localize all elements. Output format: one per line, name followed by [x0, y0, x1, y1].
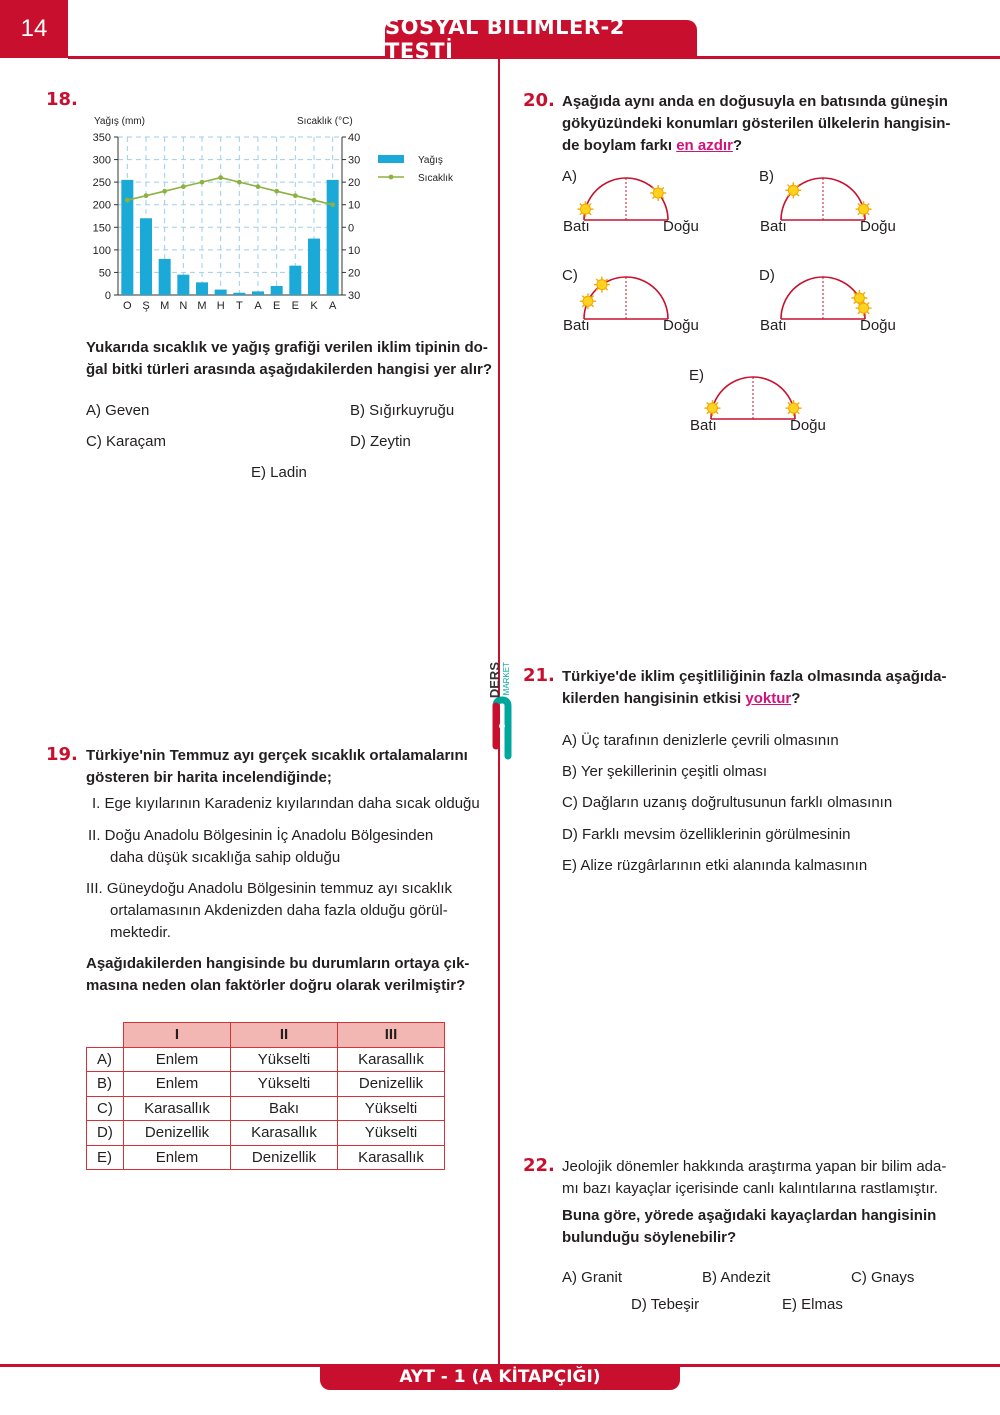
table-cell: Karasallık: [231, 1121, 338, 1146]
sun-icon: [859, 204, 869, 214]
left-tick-label: 150: [92, 222, 111, 235]
table-row[interactable]: [87, 1145, 445, 1170]
question-22-option-a[interactable]: A) Granit: [562, 1269, 623, 1286]
question-18-stem-line1: Yukarıda sıcaklık ve yağış grafiği verilen iklim tipinin do-: [86, 339, 488, 356]
month-label: O: [123, 300, 132, 312]
question-19-intro-line2: gösteren bir harita incelendiğinde;: [86, 769, 332, 786]
question-18-option-e[interactable]: E) Ladin: [251, 464, 307, 481]
question-20-line3-text: de boylam farkı: [562, 137, 677, 154]
month-label: A: [254, 300, 262, 312]
question-20-number: 20.: [523, 90, 555, 111]
precipitation-bar: [140, 218, 152, 295]
temperature-point: [162, 189, 167, 194]
question-21-option-a[interactable]: A) Üç tarafının denizlerle çevrili olmasının: [562, 732, 839, 749]
temperature-point: [125, 198, 130, 203]
right-tick-label: 10: [348, 244, 361, 257]
temperature-point: [144, 193, 149, 198]
precipitation-bar: [252, 291, 264, 295]
west-label: Batı: [760, 218, 787, 235]
question-21-number: 21.: [523, 665, 555, 686]
table-cell: Denizellik: [338, 1072, 445, 1097]
east-label: Doğu: [860, 218, 896, 235]
table-row[interactable]: [87, 1047, 445, 1072]
question-18-option-d[interactable]: D) Zeytin: [350, 433, 411, 450]
question-19-statement-iii-line3: mektedir.: [110, 924, 171, 941]
legend-label-temp: Sıcaklık: [418, 173, 454, 184]
sun-panel-label: D): [759, 267, 775, 284]
question-19-ask-line1: Aşağıdakilerden hangisinde bu durumların ortaya çık-: [86, 955, 470, 972]
sun-panel-label: E): [689, 367, 704, 384]
question-18-option-b[interactable]: B) Sığırkuyruğu: [350, 402, 455, 419]
table-row[interactable]: [87, 1121, 445, 1146]
left-tick-label: 50: [98, 267, 111, 280]
left-tick-label: 200: [92, 199, 111, 212]
question-18-stem-line2: ğal bitki türleri arasında aşağıdakilerden hangisi yer alır?: [86, 361, 492, 378]
month-label: A: [328, 300, 337, 312]
question-21-emphasis: yoktur: [745, 690, 792, 707]
table-row[interactable]: [87, 1072, 445, 1097]
precipitation-bar: [215, 290, 227, 295]
table-cell: Enlem: [124, 1145, 231, 1170]
right-tick-label: 20: [348, 177, 361, 190]
month-label: N: [179, 300, 188, 312]
temperature-point: [181, 184, 186, 189]
question-18-option-a[interactable]: A) Geven: [86, 402, 150, 419]
sun-panel-label: B): [759, 168, 774, 185]
question-22-line2: mı bazı kayaçlar içerisinde canlı kalıntılarına rastlamıştır.: [562, 1180, 938, 1197]
temperature-point: [218, 175, 223, 180]
sun-icon: [580, 204, 590, 214]
question-22-line1: Jeolojik dönemler hakkında araştırma yapan bir bilim ada-: [562, 1158, 947, 1175]
question-21-qmark: ?: [791, 690, 801, 707]
question-19-statement-i: I. Ege kıyılarının Karadeniz kıyılarından daha sıcak olduğu: [92, 795, 480, 812]
question-18-option-c[interactable]: C) Karaçam: [86, 433, 167, 450]
question-22-number: 22.: [523, 1155, 555, 1176]
question-22-line4: bulunduğu söylenebilir?: [562, 1229, 737, 1246]
temperature-point: [330, 202, 335, 207]
question-18-number: 18.: [46, 89, 78, 110]
table-cell: Denizellik: [124, 1121, 231, 1146]
brand-name: DERS: [487, 662, 502, 699]
sun-icon: [583, 296, 593, 306]
month-label: K: [310, 300, 318, 312]
question-19-number: 19.: [46, 744, 78, 765]
sun-panel-b[interactable]: [759, 168, 939, 248]
question-22-option-e[interactable]: E) Elmas: [782, 1296, 843, 1313]
temperature-point: [274, 189, 279, 194]
left-tick-label: 0: [104, 290, 111, 302]
month-label: E: [291, 300, 300, 312]
east-label: Doğu: [790, 417, 826, 434]
question-22-option-b[interactable]: B) Andezit: [702, 1269, 771, 1286]
row-label: D): [87, 1121, 124, 1146]
table-header-iii: III: [338, 1023, 445, 1048]
sun-icon: [788, 185, 798, 195]
month-label: E: [272, 300, 281, 312]
month-label: H: [216, 300, 225, 312]
sun-icon: [707, 403, 717, 413]
table-cell: Karasallık: [338, 1047, 445, 1072]
page-number: 14: [0, 0, 68, 58]
sun-panel-label: C): [562, 267, 578, 284]
question-20-emphasis: en azdır: [676, 137, 733, 154]
table-cell: Enlem: [124, 1047, 231, 1072]
question-20-line3: [562, 135, 742, 157]
question-20-line1: Aşağıda aynı anda en doğusuyla en batısında güneşin: [562, 93, 948, 110]
question-19-options-table: [86, 1022, 445, 1170]
temperature-point: [312, 198, 317, 203]
question-21-option-c[interactable]: C) Dağların uzanış doğrultusunun farklı olmasının: [562, 794, 893, 811]
question-22-line3: Buna göre, yörede aşağıdaki kayaçlardan hangisinin: [562, 1207, 937, 1224]
table-cell: Yükselti: [338, 1121, 445, 1146]
precipitation-bar: [159, 259, 171, 295]
question-22-option-c[interactable]: C) Gnays: [851, 1269, 915, 1286]
left-tick-label: 350: [92, 132, 111, 144]
question-19-statement-ii-line1: II. Doğu Anadolu Bölgesinin İç Anadolu Bölgesinden: [88, 827, 434, 844]
sun-panel-d[interactable]: [759, 267, 939, 347]
precipitation-bar: [308, 239, 320, 295]
right-tick-label: 30: [348, 154, 361, 167]
sun-icon: [653, 188, 663, 198]
sun-icon: [597, 280, 607, 290]
legend-line-point: [389, 175, 394, 180]
sun-icon: [859, 303, 869, 313]
sun-panel-a[interactable]: [562, 168, 742, 248]
precipitation-bar: [233, 293, 245, 295]
east-label: Doğu: [860, 317, 896, 334]
row-label: B): [87, 1072, 124, 1097]
month-label: M: [197, 300, 207, 312]
question-19-statement-iii-line1: III. Güneydoğu Anadolu Bölgesinin temmuz ayı sıcaklık: [86, 880, 453, 897]
table-cell: Karasallık: [338, 1145, 445, 1170]
question-21-option-d[interactable]: D) Farklı mevsim özelliklerinin görülmesinin: [562, 826, 851, 843]
right-tick-label: 30: [348, 290, 361, 302]
sun-panel-label: A): [562, 168, 577, 185]
row-label: C): [87, 1096, 124, 1121]
precipitation-bar: [177, 275, 189, 295]
table-cell: Enlem: [124, 1072, 231, 1097]
precipitation-bar: [289, 266, 301, 295]
table-cell: Yükselti: [338, 1096, 445, 1121]
test-title: SOSYAL BİLİMLER-2 TESTİ: [385, 20, 697, 58]
west-label: Batı: [563, 218, 590, 235]
temperature-point: [200, 180, 205, 185]
question-21-option-b[interactable]: B) Yer şekillerinin çeşitli olması: [562, 763, 768, 780]
left-tick-label: 250: [92, 177, 111, 190]
question-20-qmark: ?: [732, 137, 743, 154]
legend-bar-swatch: [378, 155, 404, 163]
table-row[interactable]: [87, 1096, 445, 1121]
left-tick-label: 300: [92, 154, 111, 167]
precipitation-bar: [121, 180, 133, 295]
table-header-ii: II: [231, 1023, 338, 1048]
table-header-row: [87, 1023, 445, 1048]
question-19-statement-ii-line2: daha düşük sıcaklığa sahip olduğu: [110, 849, 341, 866]
question-22-option-d[interactable]: D) Tebeşir: [631, 1296, 700, 1313]
precipitation-bar: [271, 286, 283, 295]
row-label: E): [87, 1145, 124, 1170]
right-tick-label: 20: [348, 267, 361, 280]
west-label: Batı: [760, 317, 787, 334]
east-label: Doğu: [663, 317, 699, 334]
table-cell: Karasallık: [124, 1096, 231, 1121]
booklet-label: AYT - 1 (A KİTAPÇIĞI): [320, 1364, 680, 1390]
question-19-intro-line1: Türkiye'nin Temmuz ayı gerçek sıcaklık ortalamalarını: [86, 747, 468, 764]
month-label: T: [235, 300, 243, 312]
table-header-i: I: [124, 1023, 231, 1048]
table-cell: Denizellik: [231, 1145, 338, 1170]
precipitation-bar: [327, 180, 339, 295]
precipitation-bar: [196, 282, 208, 295]
climate-chart: [80, 110, 480, 315]
west-label: Batı: [690, 417, 717, 434]
right-tick-label: 10: [348, 199, 361, 212]
temperature-point: [256, 184, 261, 189]
left-tick-label: 100: [92, 244, 111, 257]
month-label: Ş: [142, 300, 150, 312]
right-tick-label: 40: [348, 132, 361, 144]
sun-icon: [789, 403, 799, 413]
question-20-line2: gökyüzündeki konumları gösterilen ülkelerin hangisin-: [562, 115, 951, 132]
right-tick-label: 0: [348, 222, 355, 235]
table-cell: Bakı: [231, 1096, 338, 1121]
sun-panel-c[interactable]: [562, 267, 742, 347]
question-21-line2-text: kilerden hangisinin etkisi: [562, 690, 746, 707]
question-19-ask-line2: masına neden olan faktörler doğru olarak verilmiştir?: [86, 977, 466, 994]
question-21-option-e[interactable]: E) Alize rüzgârlarının etki alanında kalmasının: [562, 857, 868, 874]
question-21-line2: [562, 688, 800, 710]
table-cell: Yükselti: [231, 1072, 338, 1097]
table-cell: Yükselti: [231, 1047, 338, 1072]
west-label: Batı: [563, 317, 590, 334]
question-19-statement-iii-line2: ortalamasının Akdenizden daha fazla olduğu görül-: [110, 902, 448, 919]
row-label: A): [87, 1047, 124, 1072]
temperature-point: [237, 180, 242, 185]
right-axis-title: Sıcaklık (°C): [297, 116, 353, 127]
brand-sub: MARKET: [502, 662, 511, 696]
legend-label-precip: Yağış: [418, 155, 443, 166]
temperature-point: [293, 193, 298, 198]
left-axis-title: Yağış (mm): [94, 116, 145, 127]
question-21-line1: Türkiye'de iklim çeşitliliğinin fazla olmasında aşağıda-: [562, 668, 947, 685]
sun-panel-e[interactable]: [689, 367, 869, 447]
month-label: M: [160, 300, 170, 312]
east-label: Doğu: [663, 218, 699, 235]
